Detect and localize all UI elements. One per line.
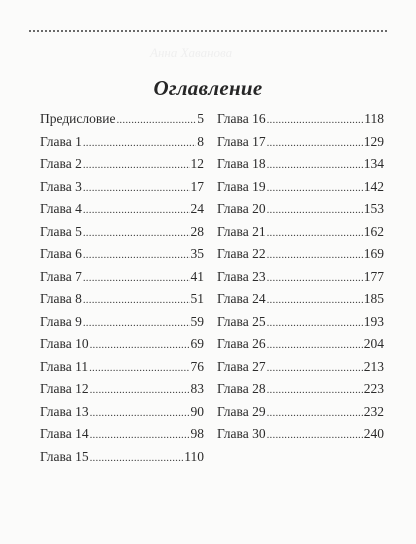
toc-entry-page-number: 76 [190, 358, 204, 374]
dot-leader [90, 402, 190, 425]
toc-entry-page-number: 24 [190, 201, 204, 216]
toc-entry[interactable] [40, 311, 204, 334]
toc-entry[interactable] [217, 243, 384, 266]
dot-leader [83, 289, 190, 312]
toc-entry-label: Глава 17 [217, 133, 266, 149]
toc-entry-label: Глава 1 [40, 133, 82, 149]
toc-entry-label: Глава 26 [217, 336, 266, 351]
toc-entry-page-number: 83 [190, 381, 204, 396]
toc-entry-label: Глава 16 [217, 111, 266, 126]
toc-entry-label: Глава 5 [40, 223, 82, 239]
toc-entry-page-number: 134 [363, 156, 384, 171]
toc-entry-page-number: 110 [184, 448, 204, 464]
toc-entry-label: Глава 27 [217, 358, 266, 374]
toc-entry[interactable] [40, 198, 204, 221]
dot-leader [267, 177, 363, 200]
toc-entry-page-number: 213 [363, 358, 384, 374]
dot-leader [267, 109, 364, 132]
toc-entry-label: Глава 13 [40, 403, 89, 419]
dot-leader [83, 177, 190, 200]
toc-entry[interactable] [40, 153, 204, 176]
toc-entry-label: Глава 14 [40, 426, 89, 441]
toc-column-right [217, 108, 384, 446]
toc-entry[interactable] [40, 243, 204, 266]
dot-leader [116, 109, 196, 132]
toc-entry-label: Глава 7 [40, 268, 82, 284]
toc-entry-label: Глава 2 [40, 156, 82, 171]
toc-entry[interactable] [217, 198, 384, 221]
toc-entry-page-number: 193 [363, 313, 384, 329]
dotted-header-rule [29, 30, 387, 32]
toc-entry-label: Глава 11 [40, 358, 89, 374]
toc-entry-page-number: 177 [363, 268, 384, 284]
toc-entry-page-number: 8 [197, 133, 204, 149]
dot-leader [90, 424, 190, 447]
toc-entry-page-number: 129 [363, 133, 384, 149]
toc-entry-label: Глава 15 [40, 448, 89, 464]
toc-entry[interactable] [40, 288, 204, 311]
toc-entry-page-number: 169 [363, 246, 384, 261]
toc-entry-label: Глава 20 [217, 201, 266, 216]
toc-entry[interactable] [40, 423, 204, 446]
dot-leader [83, 199, 190, 222]
toc-entry[interactable] [217, 333, 384, 356]
toc-entry[interactable] [40, 401, 204, 424]
toc-entry-page-number: 41 [190, 268, 204, 284]
toc-entry[interactable] [217, 401, 384, 424]
toc-entry-label: Глава 29 [217, 403, 266, 419]
toc-entry-page-number: 98 [190, 426, 204, 441]
toc-entry[interactable] [40, 108, 204, 131]
toc-entry-label: Глава 24 [217, 291, 266, 306]
toc-entry-page-number: 162 [363, 223, 384, 239]
toc-entry-page-number: 118 [364, 111, 384, 126]
toc-entry-label: Глава 19 [217, 178, 266, 194]
toc-entry-label: Глава 28 [217, 381, 266, 396]
toc-entry[interactable] [217, 108, 384, 131]
toc-entry-label: Глава 18 [217, 156, 266, 171]
toc-entry-label: Глава 12 [40, 381, 89, 396]
toc-entry-label: Глава 10 [40, 336, 89, 351]
toc-entry[interactable] [40, 378, 204, 401]
toc-entry-page-number: 204 [363, 336, 384, 351]
dot-leader [267, 154, 363, 177]
dot-leader [89, 357, 189, 380]
dot-leader [83, 154, 190, 177]
toc-entry-page-number: 28 [190, 223, 204, 239]
toc-entry[interactable] [40, 131, 204, 154]
dot-leader [267, 402, 363, 425]
toc-entry[interactable] [217, 221, 384, 244]
dot-leader [267, 199, 363, 222]
dot-leader [267, 334, 363, 357]
toc-entry[interactable] [217, 378, 384, 401]
page-title: Оглавление [153, 76, 263, 101]
dot-leader [267, 267, 363, 290]
toc-entry-page-number: 90 [190, 403, 204, 419]
toc-entry-page-number: 5 [197, 111, 204, 126]
toc-entry[interactable] [217, 288, 384, 311]
dot-leader [90, 334, 190, 357]
dot-leader [267, 379, 363, 402]
toc-entry-label: Глава 30 [217, 426, 266, 441]
dot-leader [83, 312, 190, 335]
dot-leader [90, 379, 190, 402]
toc-entry[interactable] [217, 311, 384, 334]
toc-entry-label: Глава 4 [40, 201, 82, 216]
toc-entry-page-number: 232 [363, 403, 384, 419]
toc-entry[interactable] [40, 176, 204, 199]
toc-entry-label: Глава 6 [40, 246, 82, 261]
toc-entry-page-number: 59 [190, 313, 204, 329]
toc-entry-label: Глава 25 [217, 313, 266, 329]
toc-entry-label: Глава 8 [40, 291, 82, 306]
toc-entry[interactable] [217, 356, 384, 379]
toc-entry-label: Глава 23 [217, 268, 266, 284]
toc-entry-page-number: 35 [190, 246, 204, 261]
dot-leader [83, 244, 190, 267]
toc-entry[interactable] [40, 266, 204, 289]
toc-entry[interactable] [217, 266, 384, 289]
toc-entry[interactable] [40, 221, 204, 244]
toc-entry-label: Глава 22 [217, 246, 266, 261]
show-through-header-text: Анна Хаванова [150, 45, 233, 60]
toc-entry-label: Глава 9 [40, 313, 82, 329]
dot-leader [267, 222, 363, 245]
toc-entry[interactable] [40, 446, 204, 469]
toc-entry[interactable] [217, 131, 384, 154]
toc-entry-label: Предисловие [40, 111, 116, 126]
dot-leader [267, 357, 363, 380]
dot-leader [267, 244, 363, 267]
toc-entry-label: Глава 21 [217, 223, 266, 239]
toc-entry-page-number: 240 [363, 426, 384, 441]
dot-leader [267, 424, 363, 447]
toc-entry[interactable] [40, 333, 204, 356]
toc-entry[interactable] [217, 423, 384, 446]
toc-entry-page-number: 185 [363, 291, 384, 306]
toc-entry-page-number: 223 [363, 381, 384, 396]
toc-entry[interactable] [217, 176, 384, 199]
toc-column-left [40, 108, 204, 468]
dot-leader [267, 289, 363, 312]
toc-entry-label: Глава 3 [40, 178, 82, 194]
toc-entry[interactable] [217, 153, 384, 176]
toc-entry-page-number: 51 [190, 291, 204, 306]
dot-leader [83, 267, 190, 290]
dot-leader [83, 222, 190, 245]
dot-leader [83, 132, 196, 155]
toc-entry-page-number: 69 [190, 336, 204, 351]
toc-entry-page-number: 12 [190, 156, 204, 171]
toc-entry[interactable] [40, 356, 204, 379]
dot-leader [267, 132, 363, 155]
toc-entry-page-number: 17 [190, 178, 204, 194]
dot-leader [267, 312, 363, 335]
toc-entry-page-number: 153 [363, 201, 384, 216]
toc-entry-page-number: 142 [363, 178, 384, 194]
dot-leader [90, 447, 184, 470]
